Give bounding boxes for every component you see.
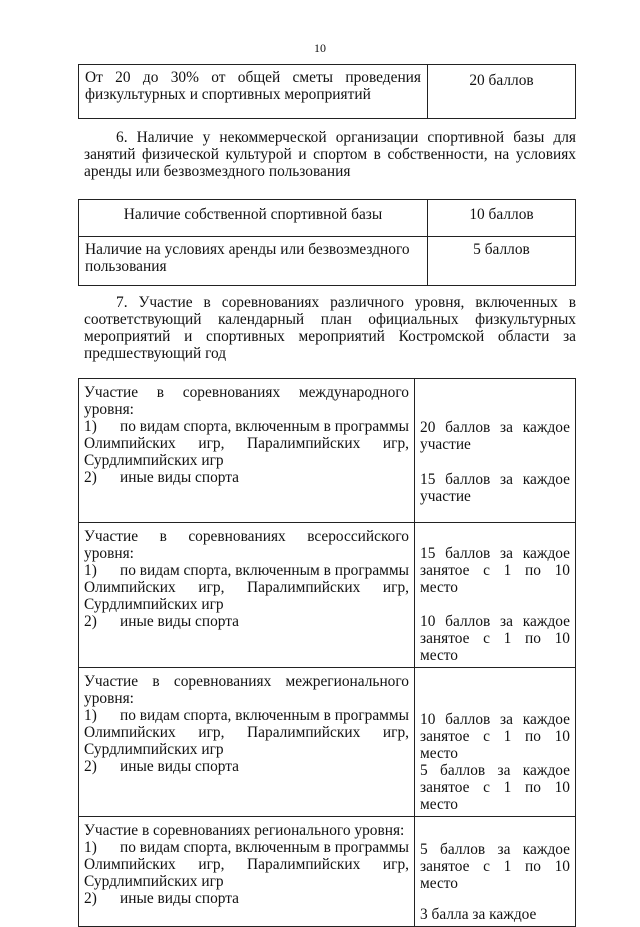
score-text: 10 баллов за каждое занятое с 1 по 10 место [420, 613, 570, 664]
spacer [420, 384, 570, 419]
level-title: Участие в соревнованиях межрегионального уровня: [84, 673, 409, 707]
criterion-cell: Наличие собственной спортивной базы [79, 200, 428, 237]
score-cell: 5 баллов [428, 237, 576, 286]
list-item [84, 758, 409, 775]
score-text: 3 балла за каждое [420, 906, 537, 923]
criterion-cell: Наличие на условиях аренды или безвозмездного пользования [79, 237, 428, 286]
score-text: 15 баллов за каждое занятое с 1 по 10 место [420, 545, 570, 596]
page-number: 10 [314, 41, 326, 55]
table-row [79, 379, 576, 523]
item-text: иные виды спорта [120, 613, 240, 630]
criterion-cell [79, 523, 415, 668]
score-cell [415, 668, 576, 817]
list-item [84, 839, 409, 890]
score-cell: 10 баллов [428, 200, 576, 237]
item-text: по видам спорта, включенным в программы Олимпийских игр, Паралимпийских игр, Сурдлимпийских игр [84, 707, 409, 758]
item-number: 1) [84, 707, 97, 724]
item-number: 2) [84, 890, 97, 907]
score-text: 15 баллов за каждое участие [420, 471, 570, 505]
item-number: 2) [84, 613, 97, 630]
level-title: Участие в соревнованиях всероссийского уровня: [84, 528, 409, 562]
list-item [84, 613, 409, 630]
item-text: иные виды спорта [120, 890, 240, 907]
score-text: 5 баллов за каждое занятое с 1 по 10 место [420, 841, 570, 892]
section-6-text: 6. Наличие у некоммерческой организации спортивной базы для занятий физической культурой и спортом в собственности, на условиях аренды или безвозмездного пользования [84, 129, 576, 180]
score-cell [415, 817, 576, 927]
item-text: по видам спорта, включенным в программы Олимпийских игр, Паралимпийских игр, Сурдлимпийских игр [84, 418, 409, 469]
table-row [79, 668, 576, 817]
table-row [79, 817, 576, 927]
item-text: иные виды спорта [120, 469, 240, 486]
item-text: по видам спорта, включенным в программы Олимпийских игр, Паралимпийских игр, Сурдлимпийских игр [84, 562, 409, 613]
section-7-text: 7. Участие в соревнованиях различного уровня, включенных в соответствующий календарный план официальных физкультурных мероприятий и спортивных мероприятий Костромской области за предшествующий год [84, 294, 576, 362]
table-row [79, 523, 576, 668]
score-cell [415, 379, 576, 523]
table-row [79, 200, 576, 237]
level-title: Участие в соревнованиях регионального уровня: [84, 822, 405, 839]
score-text: 5 баллов за каждое занятое с 1 по 10 место [420, 762, 570, 813]
item-text: по видам спорта, включенным в программы Олимпийских игр, Паралимпийских игр, Сурдлимпийских игр [84, 839, 409, 890]
list-item [84, 890, 409, 907]
score-table-competitions [78, 378, 576, 927]
item-number: 1) [84, 839, 97, 856]
list-item [84, 707, 409, 758]
list-item [84, 418, 409, 469]
score-table-sports-base [78, 199, 576, 286]
criterion-cell [79, 668, 415, 817]
spacer [420, 453, 570, 471]
score-cell: 20 баллов [428, 65, 576, 119]
item-number: 1) [84, 562, 97, 579]
table-row [79, 65, 576, 119]
section-6-heading [84, 129, 576, 180]
spacer [420, 596, 570, 613]
criterion-cell [79, 817, 415, 927]
list-item [84, 469, 409, 486]
criterion-cell [79, 379, 415, 523]
spacer [420, 528, 570, 545]
criterion-cell: От 20 до 30% от общей сметы проведения физкультурных и спортивных мероприятий [79, 65, 428, 119]
table-row [79, 237, 576, 286]
spacer [420, 673, 570, 711]
section-7-heading [84, 294, 576, 362]
item-number: 2) [84, 469, 97, 486]
spacer [420, 892, 570, 906]
score-cell [415, 523, 576, 668]
score-table-budget [78, 64, 576, 119]
list-item [84, 562, 409, 613]
item-number: 2) [84, 758, 97, 775]
score-text: 20 баллов за каждое участие [420, 419, 570, 453]
item-text: иные виды спорта [120, 758, 240, 775]
spacer [420, 822, 570, 841]
item-number: 1) [84, 418, 97, 435]
score-text: 10 баллов за каждое занятое с 1 по 10 место [420, 711, 570, 762]
level-title: Участие в соревнованиях международного уровня: [84, 384, 409, 418]
